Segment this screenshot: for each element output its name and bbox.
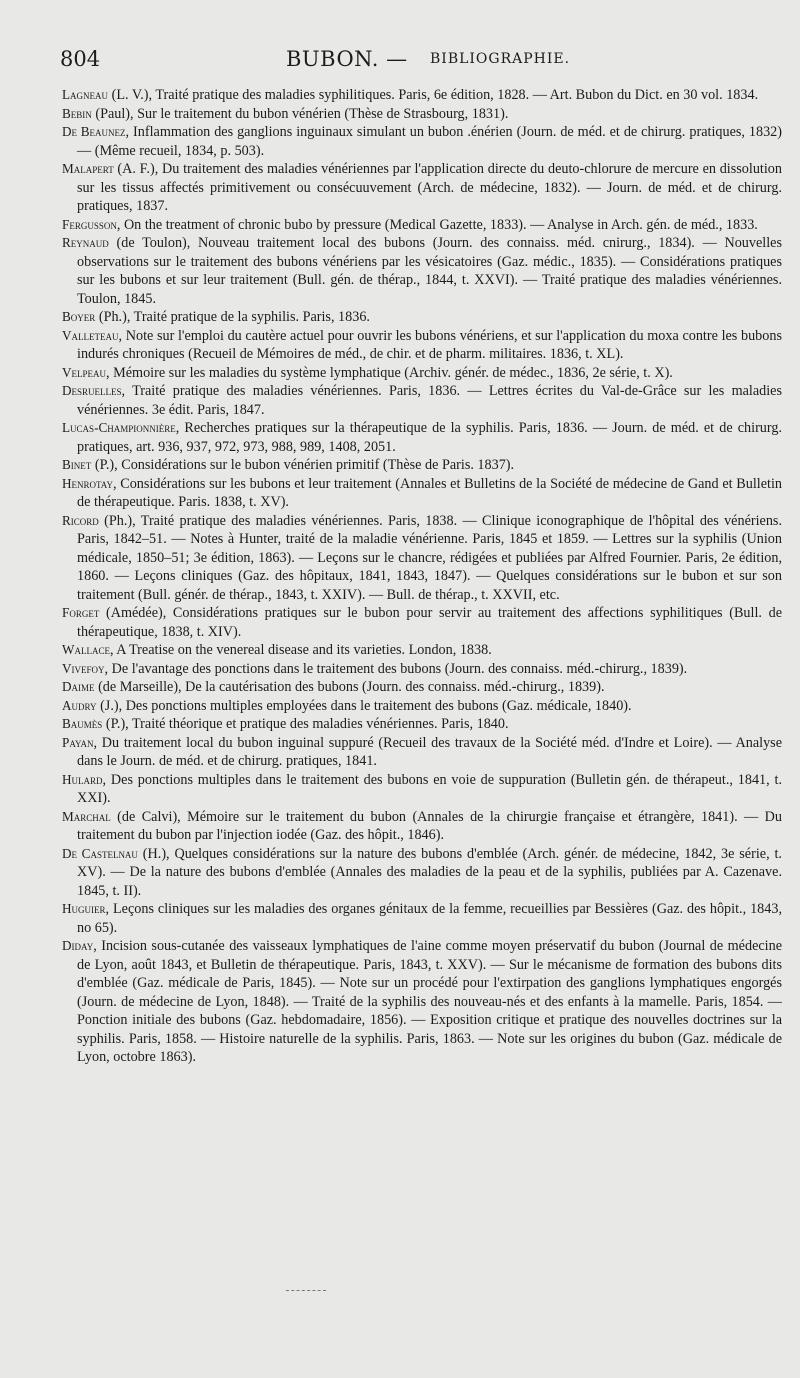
entry-author: Fergusson xyxy=(62,216,117,232)
bibliography-entry xyxy=(62,105,782,124)
entry-author: Forget xyxy=(62,605,100,620)
entry-author: Reynaud xyxy=(62,235,109,250)
entry-author: De Castelnau xyxy=(62,845,138,861)
page-title xyxy=(286,47,408,71)
bibliography-entry xyxy=(62,475,782,512)
entry-author: Wallace xyxy=(62,642,110,657)
entry-text: (Ph.), Traité pratique des maladies vénériennes. Paris, 1838. — Clinique iconographique de l'hôpital des vénériens. Paris, 1842–51. — Notes à Hunter, traité de la maladie vénérienne. Paris, 1845 et 1859. — Lettres sur la syphilis (Union médicale, 1850–51; 3e édition, 1863). — Leçons sur le chancre, rédigées et publiées par Alfred Fournier. Paris, 2e édition, 1860. — Leçons cliniques (Gaz. des hôpitaux, 1841, 1843, 1847). — Quelques considérations sur le bubon et sur son traitement (Bull. génér. de thérap., 1843, t. XXIV). — Bull. de thérap., t. XXVII, etc. xyxy=(77,512,782,603)
bibliography-entry xyxy=(62,419,782,456)
entry-text: , Des ponctions multiples dans le traitement des bubons en voie de suppuration (Bulletin gén. de thérapeut., 1841, t. XXI). xyxy=(77,771,782,806)
bibliography-entry xyxy=(62,308,782,327)
entry-text: , Traité pratique des maladies vénériennes. Paris, 1836. — Lettres écrites du Val-de-Grâce sur les maladies vénériennes. 3e édit. Paris, 1847. xyxy=(77,383,782,418)
bibliography-entry xyxy=(62,845,782,901)
entry-author: De Beaunez xyxy=(62,124,126,139)
entry-author: Lagneau xyxy=(62,87,109,102)
bibliography-entry xyxy=(62,234,782,308)
entry-author: Marchal xyxy=(62,808,111,824)
entry-author: Ricord xyxy=(62,512,99,528)
entry-author: Henrotay xyxy=(62,475,113,491)
bibliography-entry xyxy=(62,660,782,679)
entry-text: , Du traitement local du bubon inguinal suppuré (Recueil des travaux de la Société méd. d'Indre et Loire). — Analyse dans le Journ. de méd. et de chirurg. pratiques, 1841. xyxy=(77,734,782,769)
entry-text: (de Toulon), Nouveau traitement local des bubons (Journ. des connaiss. méd. cnirurg., 1834). — Nouvelles observations sur le traitement des bubons vénériens par les vésicatoires (Gaz. médic., 1835). — Considérations pratiques sur les bubons et sur leur traitement (Bull. gén. de thérap., 1844, t. XXVI). — Traité pratique des maladies vénériennes. Toulon, 1845. xyxy=(77,235,782,307)
bibliography-entry xyxy=(62,86,782,105)
entry-text: , Leçons cliniques sur les maladies des organes génitaux de la femme, recueillies par Bessières (Gaz. des hôpit., 1843, no 65). xyxy=(77,901,782,936)
bibliography-entry xyxy=(62,641,782,660)
title-word: BUBON. xyxy=(286,47,379,71)
entry-author: Bebin xyxy=(62,105,92,121)
entry-text: (H.), Quelques considérations sur la nature des bubons d'emblée (Arch. génér. de médecine, 1842, 3e série, t. XV). — De la nature des bubons d'emblée (Annales des maladies de la peau et de la syphilis, publiées par A. Cazenave. 1845, t. II). xyxy=(77,845,782,899)
entry-text: (Paul), Sur le traitement du bubon vénérien (Thèse de Strasbourg, 1831). xyxy=(91,105,509,122)
entry-author: Desruelles xyxy=(62,383,122,398)
title-dash: — xyxy=(386,47,408,71)
bibliography-entry xyxy=(62,364,782,383)
entry-text: (P.), Traité théorique et pratique des maladies vénériennes. Paris, 1840. xyxy=(102,716,509,732)
bibliography-entry xyxy=(62,604,782,641)
entry-text: , Mémoire sur les maladies du système lymphatique (Archiv. génér. de médec., 1836, 2e série, t. X). xyxy=(106,364,673,381)
bibliography-entry xyxy=(62,900,782,937)
entry-author: Baumès xyxy=(62,716,103,731)
bibliography-list xyxy=(62,86,782,1067)
entry-text: , On the treatment of chronic bubo by pressure (Medical Gazette, 1833). — Analyse in Arch. gén. de méd., 1833. xyxy=(116,216,758,233)
entry-text: (Ph.), Traité pratique de la syphilis. Paris, 1836. xyxy=(95,309,370,325)
bibliography-entry xyxy=(62,216,782,235)
entry-author: Velpeau xyxy=(62,364,107,380)
entry-author: Valleteau xyxy=(62,327,119,343)
bibliography-entry xyxy=(62,937,782,1067)
bibliography-entry xyxy=(62,678,782,697)
section-label: BIBLIOGRAPHIE. xyxy=(430,51,571,67)
running-header xyxy=(60,47,760,83)
bibliography-entry xyxy=(62,456,782,475)
entry-text: (Amédée), Considérations pratiques sur le bubon pour servir au traitement des affections syphilitiques (Bull. de thérapeutique, 1838, t. XIV). xyxy=(77,605,782,640)
entry-text: , Recherches pratiques sur la thérapeutique de la syphilis. Paris, 1836. — Journ. de méd. et de chirurg. pratiques, art. 936, 937, 972, 973, 988, 989, 1408, 2051. xyxy=(77,420,782,455)
entry-text: , Note sur l'emploi du cautère actuel pour ouvrir les bubons vénériens, et sur l'application du moxa contre les bubons indurés chroniques (Recueil de Mémoires de méd., de chir. et de pharm. militaires. 1836, t. XL). xyxy=(77,327,782,362)
entry-author: Hulard xyxy=(62,771,103,787)
entry-text: (L. V.), Traité pratique des maladies syphilitiques. Paris, 6e édition, 1828. — Art. Bubon du Dict. en 30 vol. 1834. xyxy=(108,87,759,103)
bibliography-entry xyxy=(62,123,782,160)
pencil-mark xyxy=(286,1290,326,1291)
entry-author: Audry xyxy=(62,697,97,713)
entry-text: , Considérations sur les bubons et leur traitement (Annales et Bulletins de la Société de médecine de Gand et Bulletin de thérapeutique. Paris. 1838, t. XV). xyxy=(77,475,782,510)
page-number: 804 xyxy=(60,47,101,71)
entry-text: , De l'avantage des ponctions dans le traitement des bubons (Journ. des connaiss. méd.-chirurg., 1839). xyxy=(104,660,688,677)
entry-text: , Inflammation des ganglions inguinaux simulant un bubon .énérien (Journ. de méd. et de chirurg. pratiques, 1832) — (Même recueil, 1834, p. 503). xyxy=(77,124,782,159)
bibliography-entry xyxy=(62,382,782,419)
bibliography-entry xyxy=(62,771,782,808)
bibliography-entry xyxy=(62,808,782,845)
bibliography-entry xyxy=(62,697,782,716)
entry-author: Diday xyxy=(62,938,94,953)
bibliography-entry xyxy=(62,734,782,771)
entry-author: Boyer xyxy=(62,309,96,324)
entry-text: , Incision sous-cutanée des vaisseaux lymphatiques de l'aine comme moyen préservatif du bubon (Journal de médecine de Lyon, août 1843, et Bulletin de thérapeutique. Paris, 1843, t. XXV). — Sur le mécanisme de formation des bubons dits d'emblée (Gaz. médicale de Paris, 1845). — Note sur un procédé pour l'extirpation des ganglions lymphatiques engorgés (Journ. de médecine de Lyon, 1848). — Traité de la syphilis des nouveau-nés et des enfants à la mamelle. Paris, 1854. — Ponction initiale des bubons (Gaz. hebdomadaire, 1856). — Exposition critique et pratique des nouvelles doctrines sur la syphilis. Paris, 1858. — Histoire naturelle de la syphilis. Paris, 1863. — Note sur les origines du bubon (Gaz. médicale de Lyon, octobre 1863). xyxy=(77,938,782,1065)
entry-text: (de Marseille), De la cautérisation des bubons (Journ. des connaiss. méd.-chirurg., 1839). xyxy=(94,679,605,695)
entry-text: (P.), Considérations sur le bubon vénérien primitif (Thèse de Paris. 1837). xyxy=(91,457,515,473)
entry-author: Huguier xyxy=(62,901,106,916)
entry-author: Vivefoy xyxy=(62,660,105,676)
bibliography-entry xyxy=(62,327,782,364)
entry-author: Binet xyxy=(62,457,92,472)
entry-text: (J.), Des ponctions multiples employées dans le traitement des bubons (Gaz. médicale, 1840). xyxy=(96,697,632,714)
entry-text: (A. F.), Du traitement des maladies vénériennes par l'application directe du deuto-chlorure de mercure en dissolution sur les tissus affectés primitivement ou consécuuvement (Arch. de médecine, 1832). — Journ. de méd. et de chirurg. pratiques, 1837. xyxy=(77,161,782,214)
entry-author: Malapert xyxy=(62,161,114,176)
entry-text: , A Treatise on the venereal disease and its varieties. London, 1838. xyxy=(109,642,492,658)
entry-author: Payan xyxy=(62,734,94,750)
entry-author: Daime xyxy=(62,679,95,694)
bibliography-entry xyxy=(62,512,782,605)
bibliography-entry xyxy=(62,160,782,216)
bibliography-entry xyxy=(62,715,782,734)
entry-text: (de Calvi), Mémoire sur le traitement du bubon (Annales de la chirurgie française et étrangère, 1841). — Du traitement du bubon par l'injection iodée (Gaz. des hôpit., 1846). xyxy=(77,808,782,843)
entry-author: Lucas-Championnière xyxy=(62,420,176,435)
